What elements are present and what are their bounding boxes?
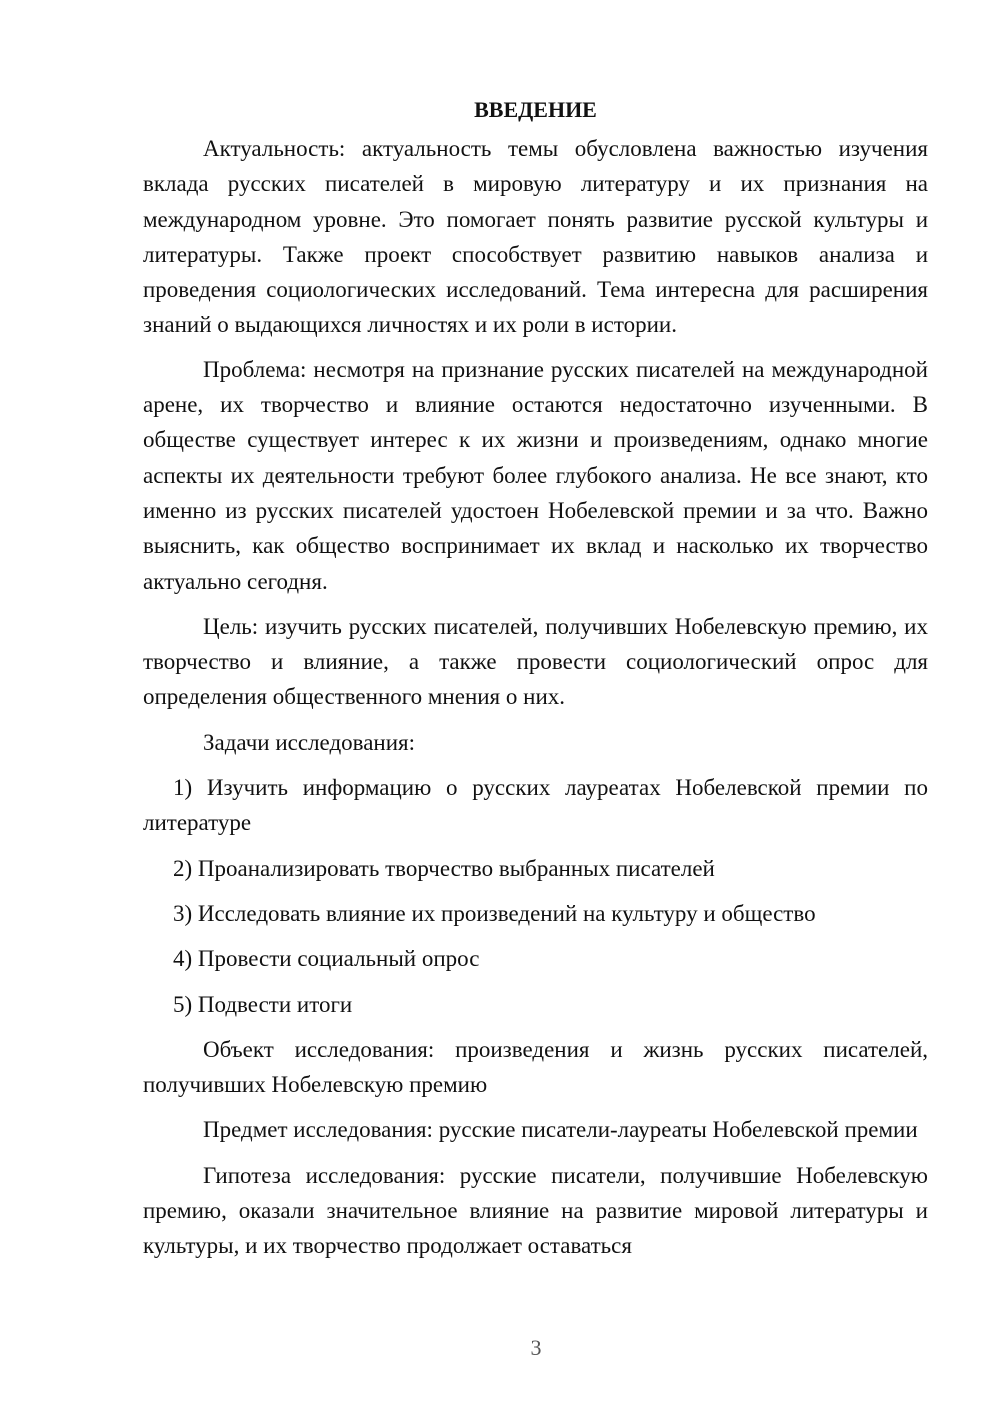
section-title: ВВЕДЕНИЕ [474,97,597,122]
relevance-paragraph: Актуальность: актуальность темы обусловлена важностью изучения вклада русских писателей в мировую литературу и их признания на международном уровне. Это помогает понять развитие русской культуры и литературы. Также проект способствует развитию навыков анализа и проведения социологических исследований. Тема интересна для расширения знаний о выдающихся личностях и их роли в истории. [143,136,928,338]
page-number: 3 [530,1335,542,1360]
object-paragraph: Объект исследования: произведения и жизнь русских писателей, получивших Нобелевскую премию [143,1036,928,1098]
goal-paragraph: Цель: изучить русских писателей, получивших Нобелевскую премию, их творчество и влияние, а также провести социологический опрос для определения общественного мнения о них. [143,613,928,710]
task-item-3: 3) Исследовать влияние их произведений на культуру и общество [173,900,816,926]
tasks-heading: Задачи исследования: [203,729,416,755]
task-item-1: 1) Изучить информацию о русских лауреатах Нобелевской премии по литературе [143,775,928,836]
page-content [143,92,928,1274]
task-item-5: 5) Подвести итоги [173,991,353,1017]
problem-paragraph: Проблема: несмотря на признание русских писателей на международной арене, их творчество и влияние остаются недостаточно изученными. В обществе существует интерес к их жизни и произведениям, однако многие аспекты их деятельности требуют более глубокого анализа. Не все знают, кто именно из русских писателей удостоен Нобелевской премии и за что. Важно выяснить, как общество воспринимает их вклад и насколько их творчество актуально сегодня. [143,356,928,594]
hypothesis-paragraph: Гипотеза исследования: русские писатели, получившие Нобелевскую премию, оказали значительное влияние на развитие мировой литературы и культуры, и их творчество продолжает оставаться [143,1162,928,1259]
task-item-2: 2) Проанализировать творчество выбранных писателей [173,855,715,881]
task-item-4: 4) Провести социальный опрос [173,946,480,972]
subject-paragraph: Предмет исследования: русские писатели-лауреаты Нобелевской премии [203,1117,918,1143]
